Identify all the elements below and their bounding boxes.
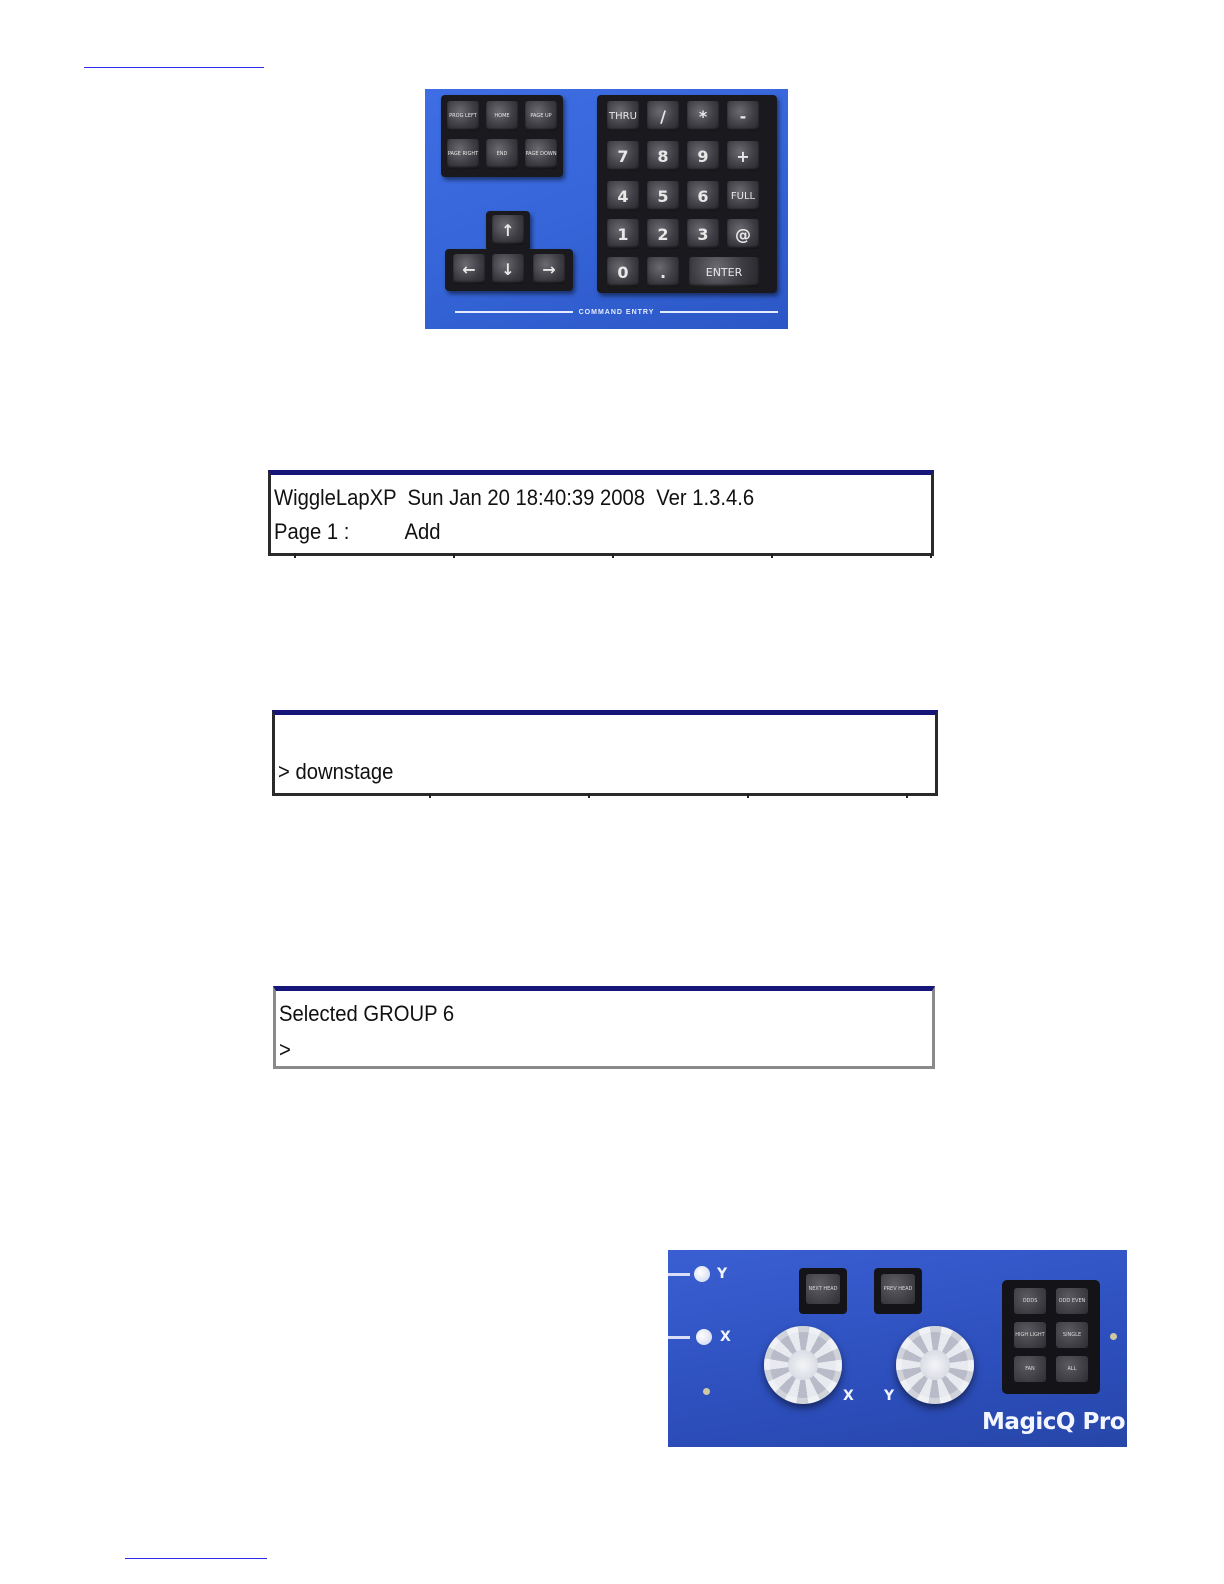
status-panel-ticks — [268, 553, 934, 557]
odds-key: ODDS — [1014, 1288, 1046, 1314]
status-display-panel — [268, 470, 934, 556]
magicq-pro-panel-photo — [668, 1250, 1127, 1447]
digit-0-key: 0 — [607, 257, 639, 287]
prev-head-key-block — [874, 1268, 922, 1314]
asterisk-key: * — [687, 101, 719, 131]
thru-key: THRU — [607, 101, 639, 131]
minus-key: - — [727, 101, 759, 131]
top-link-rule[interactable] — [84, 67, 264, 68]
caption-line-left — [455, 311, 573, 313]
command-entry-caption: COMMAND ENTRY — [578, 308, 655, 316]
highlight-key: HIGH LIGHT — [1014, 1322, 1046, 1348]
y-led-line — [668, 1273, 690, 1276]
command-panel-ticks — [272, 793, 938, 797]
y-encoder-wheel — [896, 1326, 974, 1404]
digit-5-key: 5 — [647, 181, 679, 211]
x-encoder-wheel — [764, 1326, 842, 1404]
tick — [747, 793, 749, 798]
digit-1-key: 1 — [607, 219, 639, 249]
end-key: END — [486, 139, 518, 169]
indicator-led — [703, 1388, 710, 1395]
full-key: FULL — [727, 181, 759, 211]
next-head-key: NEXT HEAD — [806, 1274, 840, 1304]
enter-key: ENTER — [689, 257, 759, 287]
arrow-right-key: → — [533, 254, 565, 284]
status-line-1: WiggleLapXP Sun Jan 20 18:40:39 2008 Ver 1.3.4.6 — [274, 485, 755, 510]
x-led-label: X — [720, 1329, 731, 1345]
tick — [294, 553, 296, 558]
digit-3-key: 3 — [687, 219, 719, 249]
selected-line: Selected GROUP 6 — [279, 1001, 455, 1026]
arrow-down-key: ↓ — [492, 254, 524, 284]
indicator-led-right — [1110, 1333, 1117, 1340]
tick — [429, 793, 431, 798]
page-down-key: PAGE DOWN — [525, 139, 557, 169]
x-led-line — [668, 1336, 690, 1339]
digit-2-key: 2 — [647, 219, 679, 249]
x-wheel-label: X — [843, 1388, 854, 1404]
prog-left-key: PROG LEFT — [447, 101, 479, 131]
digit-8-key: 8 — [647, 141, 679, 171]
arrow-left-key: ← — [453, 254, 485, 284]
tick — [588, 793, 590, 798]
navigation-key-block — [441, 95, 563, 177]
tick — [453, 553, 455, 558]
tick — [930, 553, 932, 558]
y-led-label: Y — [717, 1266, 728, 1282]
y-wheel-label: Y — [884, 1388, 895, 1404]
digit-9-key: 9 — [687, 141, 719, 171]
group-key-block — [1002, 1280, 1100, 1394]
home-key: HOME — [486, 101, 518, 131]
page-up-key: PAGE UP — [525, 101, 557, 131]
dot-key: . — [647, 257, 679, 287]
digit-6-key: 6 — [687, 181, 719, 211]
selected-prompt: > — [279, 1037, 291, 1062]
digit-7-key: 7 — [607, 141, 639, 171]
command-prompt: > downstage — [278, 759, 394, 784]
x-led — [696, 1329, 712, 1345]
keypad-caption — [455, 307, 778, 317]
tick — [906, 793, 908, 798]
fan-key: FAN — [1014, 1356, 1046, 1382]
numeric-key-block — [597, 95, 777, 293]
status-line-2: Page 1 : Add — [274, 519, 441, 544]
command-line-panel — [272, 710, 938, 796]
command-entry-keypad-photo — [425, 89, 788, 329]
tick — [612, 553, 614, 558]
odd-even-key: ODD EVEN — [1056, 1288, 1088, 1314]
arrow-up-key: ↑ — [492, 215, 524, 245]
page-right-key: PAGE RIGHT — [447, 139, 479, 169]
prev-head-key: PREV HEAD — [881, 1274, 915, 1304]
magicq-pro-brand: MagicQ Pro — [982, 1409, 1125, 1435]
single-key: SINGLE — [1056, 1322, 1088, 1348]
bottom-link-rule[interactable] — [125, 1558, 267, 1559]
next-head-key-block — [799, 1268, 847, 1314]
caption-line-right — [660, 311, 778, 313]
at-key: @ — [727, 219, 759, 249]
y-led — [694, 1266, 710, 1282]
plus-key: + — [727, 141, 759, 171]
slash-key: / — [647, 101, 679, 131]
digit-4-key: 4 — [607, 181, 639, 211]
tick — [771, 553, 773, 558]
selected-group-panel — [273, 986, 935, 1069]
all-key: ALL — [1056, 1356, 1088, 1382]
